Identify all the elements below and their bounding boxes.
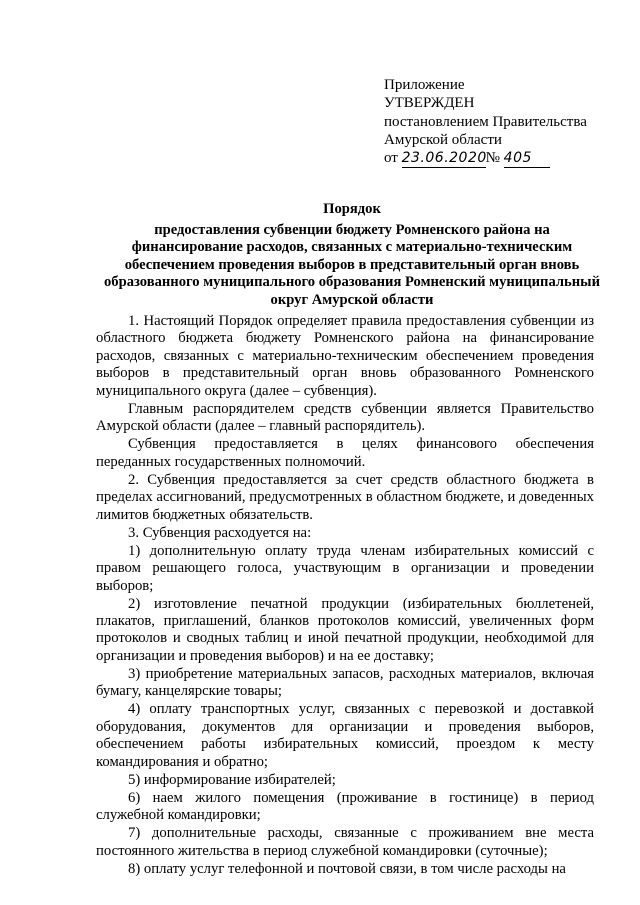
list-item: 2) изготовление печатной продукции (избирательных бюллетеней, плакатов, приглашений, бланков протоколов комиссий, увеличенных форм протоколов и сводных таблиц и иной печатной продукции, необходимой для организации и проведения выборов) и на ее доставку; [96,595,594,664]
title-main: Порядок [323,201,381,217]
approval-date-line [384,149,624,168]
list-item: 8) оплату услуг телефонной и почтовой связи, в том числе расходы на [128,860,566,877]
approval-date-prefix: от [384,150,398,167]
title-subtitle: предоставления субвенции бюджету Ромненского района на финансирование расходов, связанных с материально-техническим обеспечением проведения выборов в представительный орган вновь образованного муниципального образования Ромненский муниципальный округ Амурской области [104,221,600,308]
document-title [98,201,606,309]
list-item: 4) оплату транспортных услуг, связанных с перевозкой и доставкой оборудования, документов для организации и проведения выборов, обеспечением работы избирательных комиссий, проездом к месту командирования и обратно; [96,701,594,770]
paragraph: 2. Субвенция предоставляется за счет средств областного бюджета в пределах ассигнований, предусмотренных в областном бюджете, и доведенных лимитов бюджетных обязательств. [96,471,594,523]
approval-appendix-label: Приложение [384,77,465,93]
approval-date-handwritten: 23.06.2020 [402,149,486,168]
list-item: 7) дополнительные расходы, связанные с проживанием вне места постоянного жительства в период служебной командировки (суточные); [96,825,594,859]
approval-approved-label: УТВЕРЖДЕН [384,95,475,112]
document-body [96,313,594,878]
paragraph: 1. Настоящий Порядок определяет правила предоставления субвенции из областного бюджета бюджету Ромненского района на финансирование расходов, связанных с материально-техническим обеспечением проведения выборов в представительный орган вновь образованного Ромненского муниципального округа (далее – субвенция). [96,313,594,399]
approval-stamp [384,76,624,168]
approval-region-label: Амурской области [384,131,502,148]
list-item: 3) приобретение материальных запасов, расходных материалов, включая бумагу, канцелярские товары; [96,665,594,700]
list-item: 6) наем жилого помещения (проживание в гостинице) в период служебной командировки; [96,789,594,824]
list-item: 5) информирование избирателей; [128,771,336,788]
list-item: 1) дополнительную оплату труда членам избирательных комиссий с правом решающего голоса, участвующим в организации и проведении выборов; [96,542,594,594]
paragraph: 3. Субвенция расходуется на: [128,524,312,541]
paragraph: Главным распорядителем средств субвенции является Правительство Амурской области (далее – главный распорядитель). [96,400,594,435]
approval-number-handwritten: 405 [504,149,550,168]
approval-decree-label: постановлением Правительства [384,113,587,130]
paragraph: Субвенция предоставляется в целях финансового обеспечения переданных государственных полномочий. [96,436,594,470]
approval-number-prefix: № [485,150,500,167]
